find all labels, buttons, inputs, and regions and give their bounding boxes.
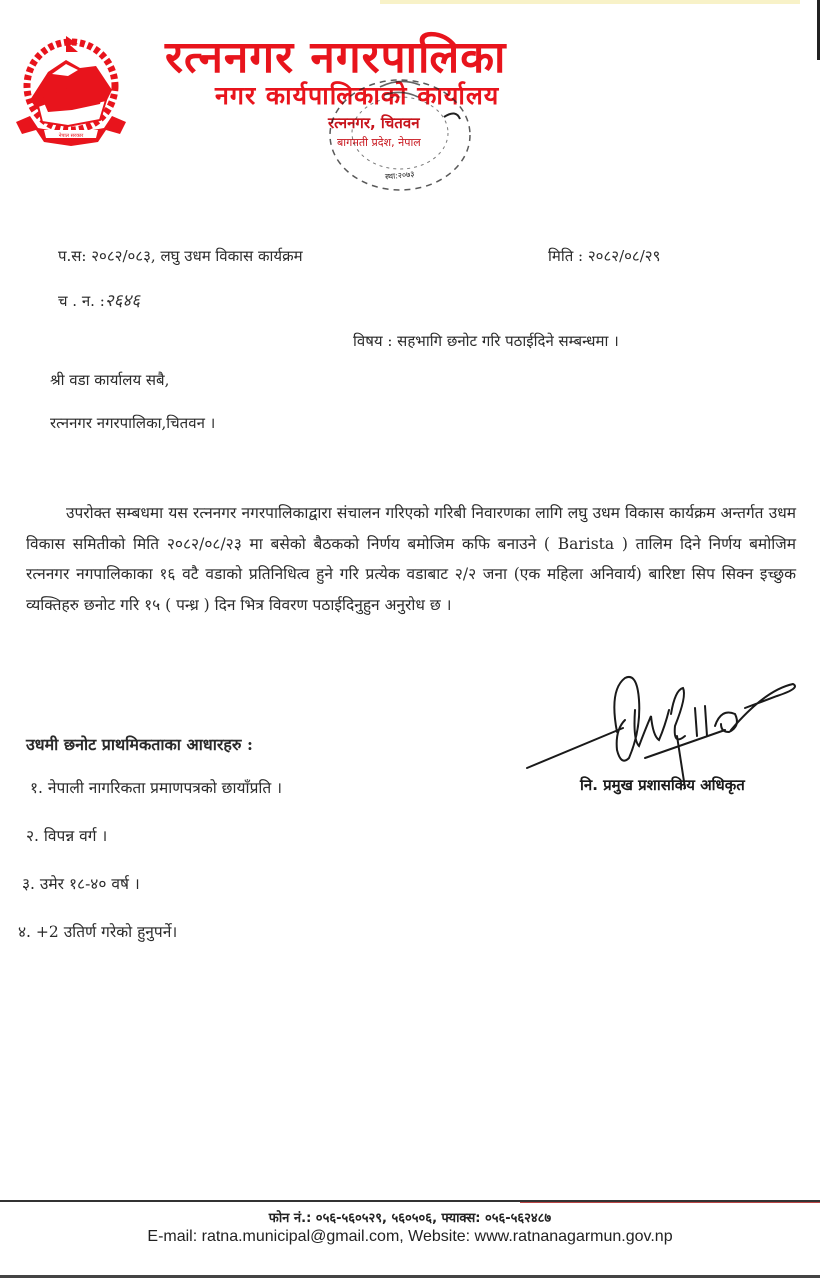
footer-bottom-border (0, 1275, 820, 1278)
footer-phone: फोन नं.: ०५६-५६०५२९, ५६०५०६, फ्याक्स: ०५६-५६२४८७ (268, 1211, 552, 1226)
letter-date: मिति : २०८२/०८/२९ (548, 247, 661, 265)
criteria-heading: उधमी छनोट प्राथमिकताका आधारहरु : (26, 735, 253, 754)
recipient-line2: रत्ननगर नगरपालिका,चितवन । (50, 414, 216, 432)
recipient-line1: श्री वडा कार्यालय सबै, (50, 371, 170, 389)
reference-number: प.स: २०८२/०८३, लघु उधम विकास कार्यक्रम (58, 247, 303, 265)
paper-edge-tint (380, 0, 800, 4)
office-address-line2: बागमती प्रदेश, नेपाल (337, 136, 421, 149)
municipality-title: रत्ननगर नगरपालिका (165, 32, 507, 83)
letter-body: उपरोक्त सम्बधमा यस रत्ननगर नगरपालिकाद्वारा संचालन गरिएको गरिबी निवारणका लागि लघु उधम विकास कार्यक्रम अन्तर्गत उधम विकास समितीको मिति २०८२/०८/२३ मा बसेको बैठकको निर्णय बमोजिम कफि बनाउने ( Barista ) तालिम दिने निर्णय बमोजिम रत्ननगर नगपालिकाका १६ वटै वडाको प्रतिनिधित्व हुने गरि प्रत्येक वडाबाट २/२ जना (एक महिला अनिवार्य) बारिष्टा सिप सिक्न इच्छुक व्यक्तिहरु छनोट गरि १५ ( पन्ध्र ) दिन भित्र विवरण पठाईदिनुहुन अनुरोध छ । (26, 504, 796, 614)
letter-subject: विषय : सहभागि छनोट गरि पठाईदिने सम्बन्धमा । (353, 332, 619, 350)
handwritten-signature-icon (525, 670, 805, 790)
criteria-item: ३. उमेर १८-४० वर्ष । (22, 875, 140, 893)
office-subtitle: नगर कार्यपालिकाको कार्यालय (215, 81, 500, 110)
criteria-item: ४. +2 उतिर्ण गरेको हुनुपर्ने। (18, 923, 178, 941)
office-seal-stamp (320, 75, 480, 200)
signatory-title: नि. प्रमुख प्रशासकिय अधिकृत (580, 776, 745, 794)
criteria-item: २. विपन्न वर्ग । (26, 827, 108, 845)
svg-text:स्था:२०७३: स्था:२०७३ (384, 169, 415, 182)
office-address-line1: रत्ननगर, चितवन (328, 114, 420, 132)
footer-contact: E-mail: ratna.municipal@gmail.com, Website: www.ratnanagarmun.gov.np (147, 1228, 673, 1245)
footer-divider-accent (520, 1202, 820, 1203)
emblem-caption: नेपाल सरकार (58, 133, 84, 139)
criteria-item: १. नेपाली नागरिकता प्रमाणपत्रको छायाँप्रति । (30, 779, 283, 797)
dispatch-number-value: २६४६ (104, 291, 141, 311)
dispatch-number-row (58, 288, 140, 311)
dispatch-number-label: च . न. : (58, 292, 105, 310)
nepal-government-emblem-icon (8, 30, 134, 148)
